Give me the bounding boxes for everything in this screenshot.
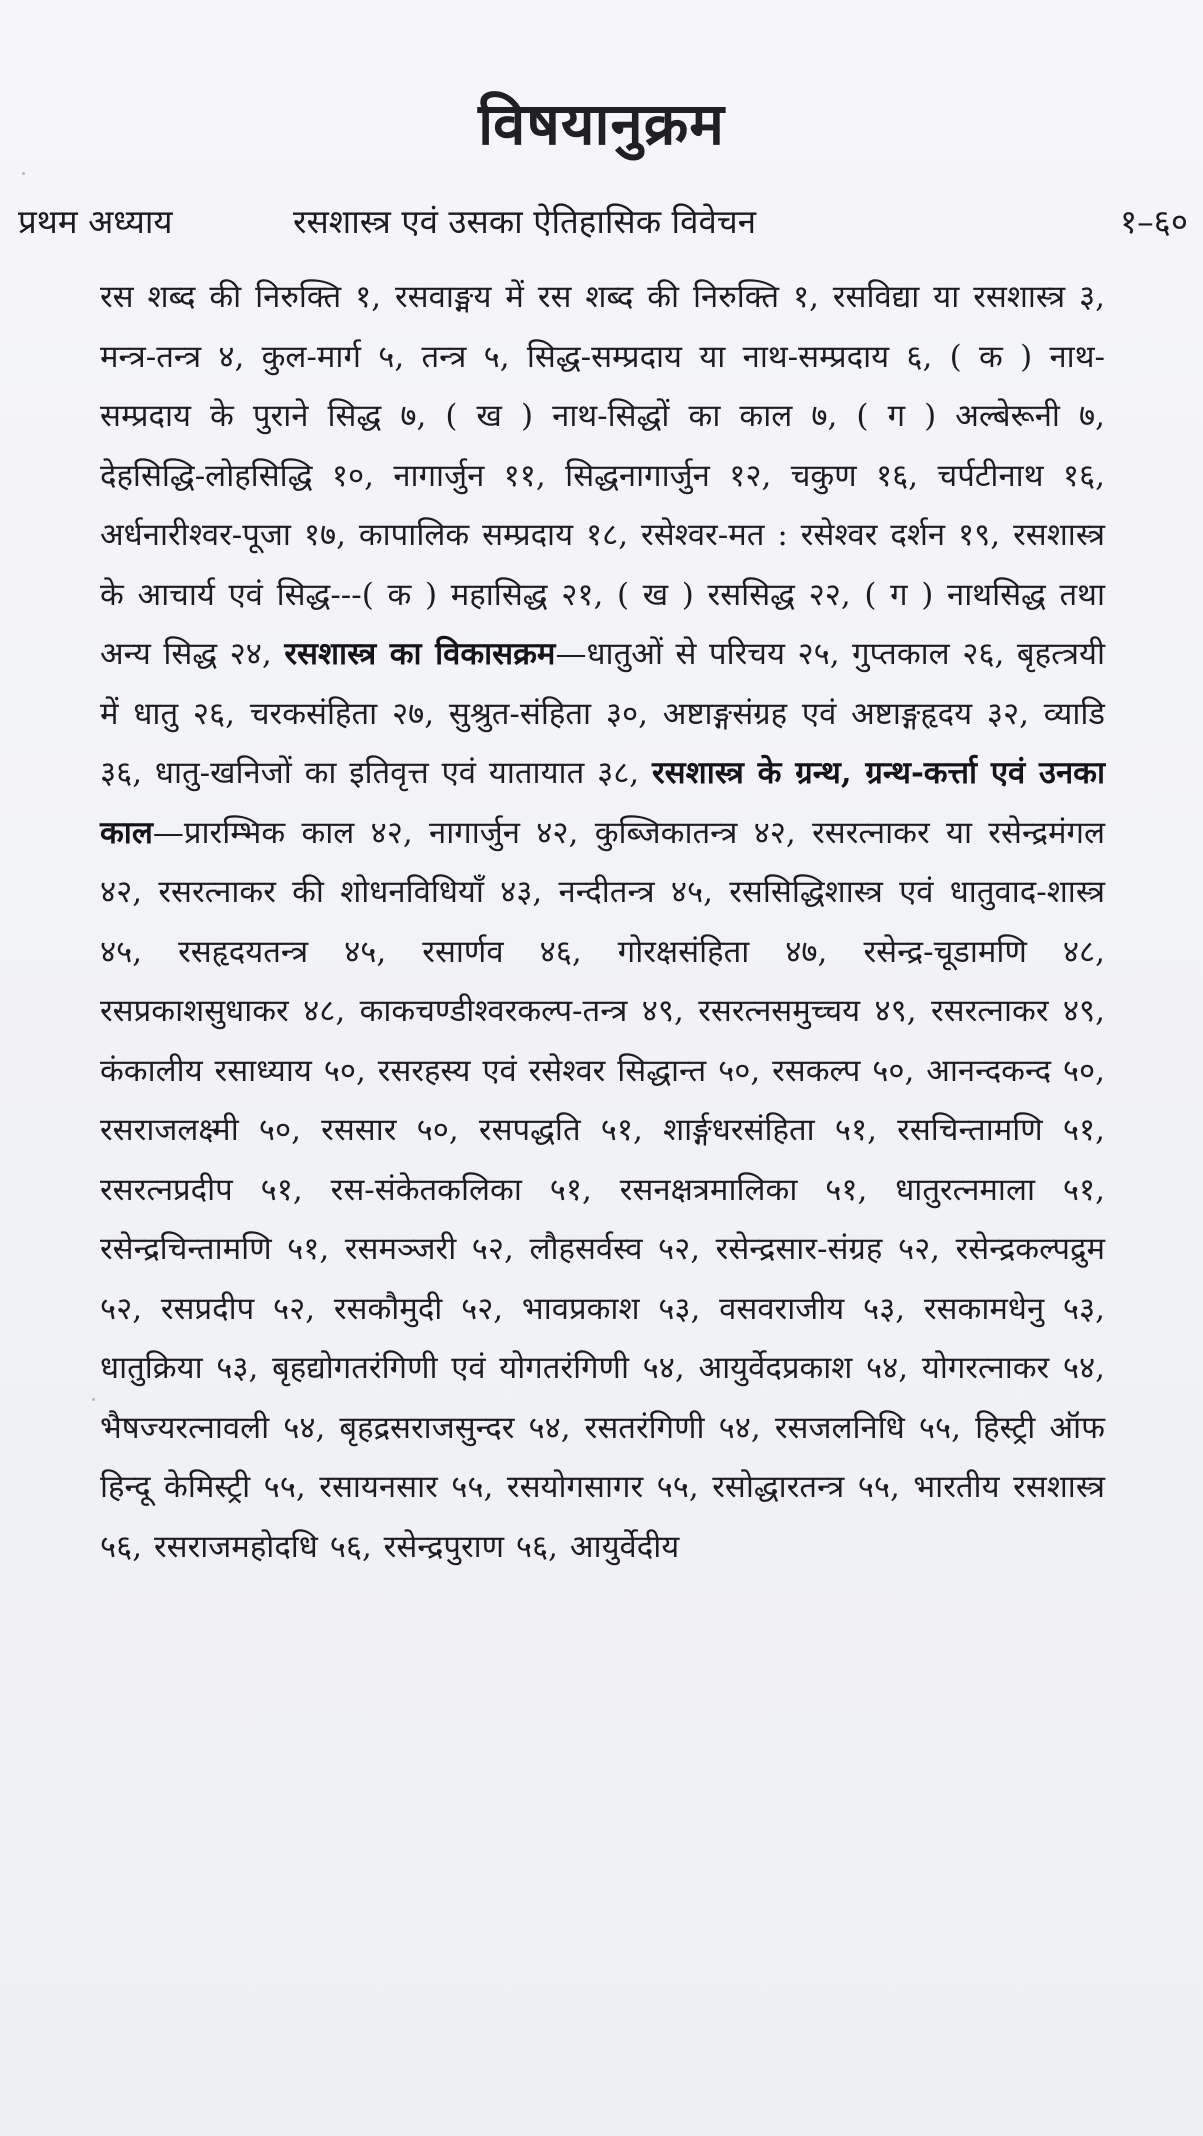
contents-segment: रस शब्द की निरुक्ति १, रसवाङ्मय में रस शब्द की निरुक्ति १, रसविद्या या रसशास्त्र ३, मन्त्र-तन्त्र ४, कुल-मार्ग ५, तन्त्र ५, सिद्ध-सम्प्रदाय या नाथ-सम्प्रदाय ६, ( क ) नाथ-सम्प्रदाय के पुराने सिद्ध ७, ( ख ) नाथ-सिद्धों का काल ७, ( ग ) अल्बेरूनी ७, देहसिद्धि-लोहसिद्धि १०, नागार्जुन ११, सिद्धनागार्जुन १२, चकुण १६, चर्पटीनाथ १६, अर्धनारीश्वर-पूजा १७, कापालिक सम्प्रदाय १८, रसेश्वर-मत : रसेश्वर दर्शन १९, रसशास्त्र के आचार्य एवं सिद्ध---( क ) महासिद्ध २१, ( ख ) रससिद्ध २२, ( ग ) नाथसिद्ध तथा अन्य सिद्ध २४, xyxy=(100,279,1105,672)
contents-segment: —प्रारम्भिक काल ४२, नागार्जुन ४२, कुब्जिकातन्त्र ४२, रसरत्नाकर या रसेन्द्रमंगल ४२, रसरत्नाकर की शोधनविधियाँ ४३, नन्दीतन्त्र ४५, रससिद्धिशास्त्र एवं धातुवाद-शास्त्र ४५, रसहृदयतन्त्र ४५, रसार्णव ४६, गोरक्षसंहिता ४७, रसेन्द्र-चूडामणि ४८, रसप्रकाशसुधाकर ४८, काकचण्डीश्वरकल्प-तन्त्र ४९, रसरत्नसमुच्चय ४९, रसरत्नाकर ४९, कंकालीय रसाध्याय ५०, रसरहस्य एवं रसेश्वर सिद्धान्त ५०, रसकल्प ५०, आनन्दकन्द ५०, रसराजलक्ष्मी ५०, रससार ५०, रसपद्धति ५१, शार्ङ्गधरसंहिता ५१, रसचिन्तामणि ५१, रसरत्नप्रदीप ५१, रस-संकेतकलिका ५१, रसनक्षत्रमालिका ५१, धातुरत्नमाला ५१, रसेन्द्रचिन्तामणि ५१, रसमञ्जरी ५२, लौहसर्वस्व ५२, रसेन्द्रसार-संग्रह ५२, रसेन्द्रकल्पद्रुम ५२, रसप्रदीप ५२, रसकौमुदी ५२, भावप्रकाश ५३, वसवराजीय ५३, रसकामधेनु ५३, धातुक्रिया ५३, बृहद्योगतरंगिणी एवं योगतरंगिणी ५४, आयुर्वेदप्रकाश ५४, योगरत्नाकर ५४, भैषज्यरत्नावली ५४, बृहद्रसराजसुन्दर ५४, रसतरंगिणी ५४, रसजलनिधि ५५, हिस्ट्री ऑफ हिन्दू केमिस्ट्री ५५, रसायनसार ५५, रसयोगसागर ५५, रसोद्धारतन्त्र ५५, भारतीय रसशास्त्र ५६, रसराजमहोदधि ५६, रसेन्द्रपुराण ५६, आयुर्वेदीय xyxy=(100,814,1105,1565)
chapter-heading-row xyxy=(18,198,1188,248)
chapter-title: रसशास्त्र एवं उसका ऐतिहासिक विवेचन xyxy=(293,202,757,241)
paper-speck xyxy=(22,172,25,175)
contents-segment: —धातुओं से परिचय २५, गुप्तकाल २६, बृहत्त्रयी में धातु २६, चरकसंहिता २७, सुश्रुत-संहिता ३०, अष्टाङ्गसंग्रह एवं अष्टाङ्गहृदय ३२, व्याडि ३६, धातु-खनिजों का इतिवृत्त एवं यातायात ३८, xyxy=(100,636,1106,791)
page-title: विषयानुक्रम xyxy=(478,90,725,158)
chapter-page-range: १–६० xyxy=(1120,202,1188,241)
contents-paragraph xyxy=(100,268,1105,1577)
chapter-label: प्रथम अध्याय xyxy=(18,202,173,241)
paper-speck xyxy=(92,1398,95,1401)
section-heading-texts-authors: रसशास्त्र के ग्रन्थ, ग्रन्थ-कर्त्ता एवं उनका काल xyxy=(100,755,1105,851)
section-heading-development: रसशास्त्र का विकासक्रम xyxy=(284,636,556,672)
